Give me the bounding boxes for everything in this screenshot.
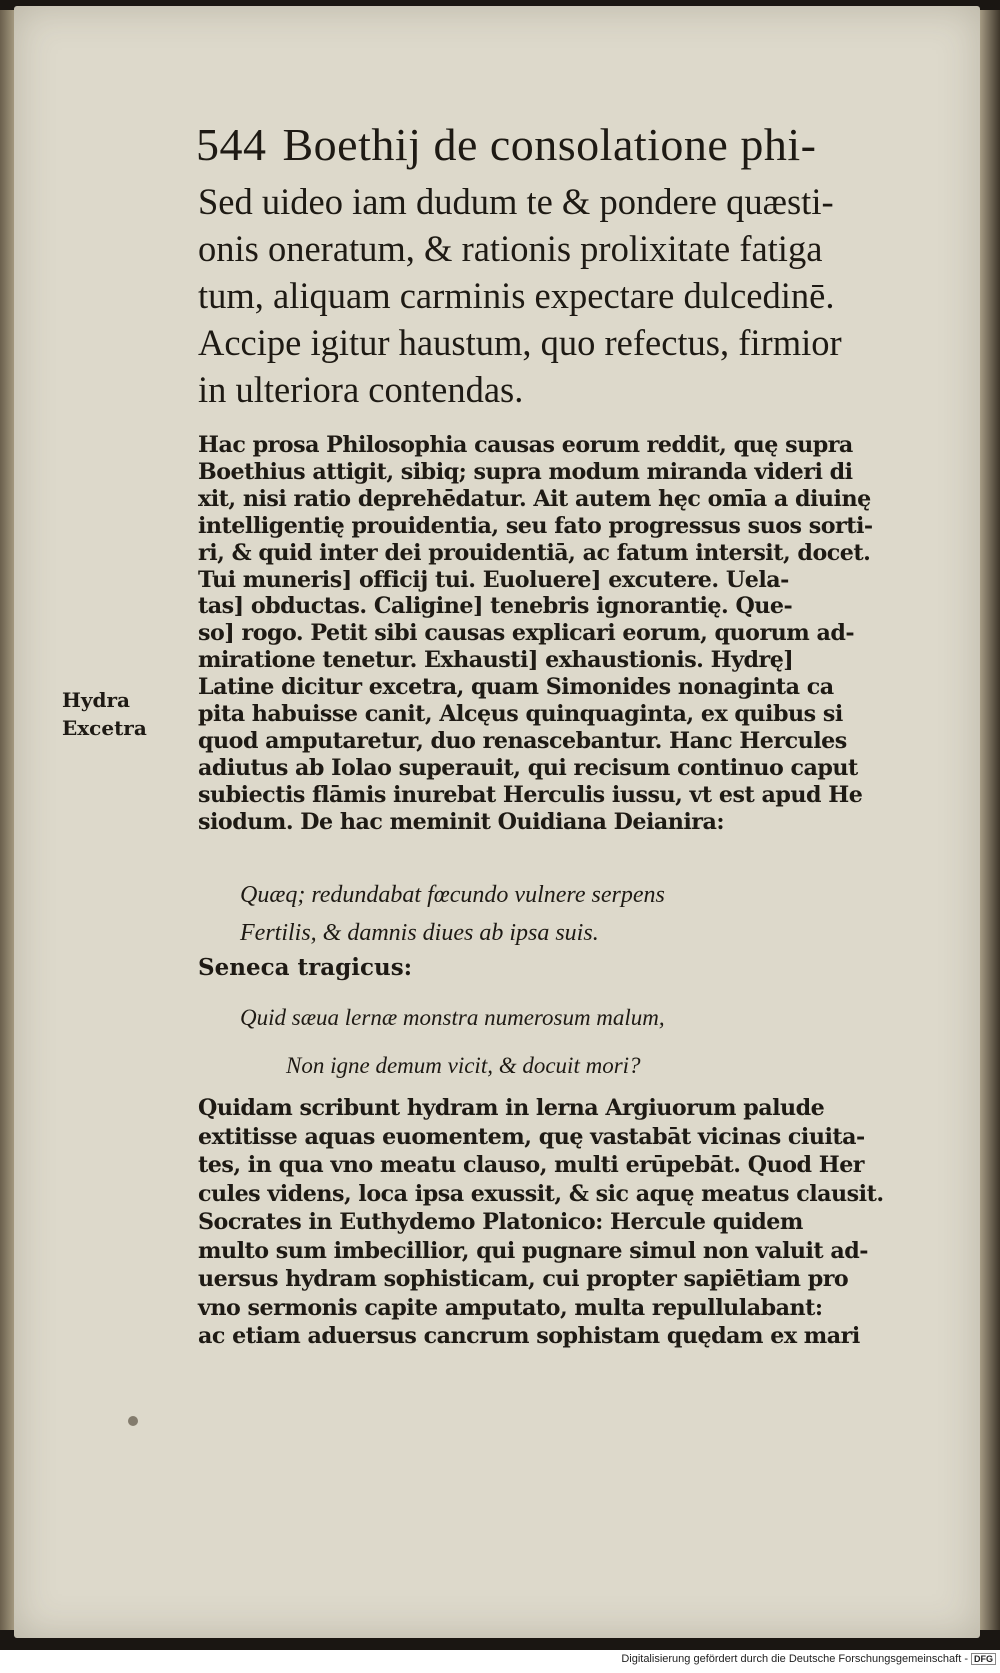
commentary-line: tas] obductas. Caligine] tenebris ignorantię. Que- — [198, 593, 793, 620]
commentary — [198, 432, 916, 836]
commentary-line: multo sum imbecillior, qui pugnare simul non valuit ad- — [198, 1237, 869, 1264]
commentary-line: intelligentię prouidentia, seu fato progressus suos sorti- — [198, 512, 873, 539]
commentary-line: so] rogo. Petit sibi causas explicari eorum, quorum ad- — [198, 620, 855, 647]
page-number: 544 — [196, 119, 267, 170]
commentary-line: Hac prosa Philosophia causas eorum reddit, quę supra — [198, 432, 853, 458]
commentary-line: Latine dicitur excetra, quam Simonides nonaginta ca — [198, 674, 834, 701]
running-head — [196, 118, 816, 171]
commentary-line: vno sermonis capite amputato, multa repullulabant: — [198, 1294, 823, 1321]
book-edge-right — [980, 10, 1000, 1630]
quote-line: Non igne demum vicit, & docuit mori? — [286, 1053, 641, 1078]
commentary-line: extitisse aquas euomentem, quę vastabāt vicinas ciuita- — [198, 1123, 865, 1150]
margin-note-line: Hydra — [62, 688, 130, 712]
footer-text: Digitalisierung gefördert durch die Deutsche Forschungsgemeinschaft - — [621, 1653, 968, 1665]
main-text-line: tum, aliquam carminis expectare dulcedinē. — [198, 275, 835, 316]
main-text-line: Sed uideo iam dudum te & pondere quæsti- — [198, 181, 834, 222]
ink-stain — [128, 1416, 138, 1426]
running-title: Boethij de consolatione phi- — [282, 119, 817, 170]
commentary-line: Quidam scribunt hydram in lerna Argiuorum palude — [198, 1095, 825, 1121]
margin-note-line: Excetra — [62, 716, 147, 740]
main-text-line: Accipe igitur haustum, quo refectus, firmior — [198, 322, 842, 363]
commentary-line: tes, in qua vno meatu clauso, multi erūpebāt. Quod Her — [198, 1152, 865, 1178]
commentary-line: Socrates in Euthydemo Platonico: Hercule quidem — [198, 1209, 803, 1235]
seneca-quote — [240, 994, 665, 1090]
commentary-line: Boethius attigit, sibiq; supra modum miranda videri di — [198, 458, 853, 485]
dfg-logo: DFG — [971, 1653, 996, 1665]
commentary-line: siodum. De hac meminit Ouidiana Deianira: — [198, 808, 725, 835]
commentary-line: miratione tenetur. Exhausti] exhaustionis. Hydrę] — [198, 647, 794, 674]
digitization-footer — [560, 1653, 996, 1665]
commentary-line: subiectis flāmis inurebat Herculis iussu, vt est apud He — [198, 781, 863, 808]
commentary-line: Tui muneris] officij tui. Euoluere] excutere. Uela- — [198, 566, 789, 593]
main-text-line: in ulteriora contendas. — [198, 369, 524, 410]
commentary-line: quod amputaretur, duo renascebantur. Hanc Hercules — [198, 727, 847, 754]
commentary-line: adiutus ab Iolao superauit, qui recisum continuo caput — [198, 754, 858, 781]
quote-line: Fertilis, & damnis diues ab ipsa suis. — [240, 920, 599, 946]
main-text-line: onis oneratum, & rationis prolixitate fatiga — [198, 228, 823, 269]
margin-note — [62, 686, 147, 742]
quote-line: Quæq; redundabat fœcundo vulnere serpens — [240, 882, 665, 908]
main-text — [198, 178, 918, 413]
ovid-quote — [240, 876, 665, 952]
commentary-line: pita habuisse canit, Alcęus quinquaginta, ex quibus si — [198, 701, 843, 728]
commentary-line: uersus hydram sophisticam, cui propter sapiētiam pro — [198, 1266, 849, 1292]
commentary-line: cules videns, loca ipsa exussit, & sic aquę meatus clausit. — [198, 1180, 884, 1207]
commentary-line: ri, & quid inter dei prouidentiā, ac fatum intersit, docet. — [198, 539, 871, 566]
quote-line: Quid sæua lernæ monstra numerosum malum, — [240, 1005, 665, 1030]
seneca-label: Seneca tragicus: — [198, 954, 413, 981]
commentary-continued — [198, 1094, 916, 1351]
commentary-line: xit, nisi ratio deprehēdatur. Ait autem hęc omīa a diuinę — [198, 485, 871, 512]
commentary-line: ac etiam aduersus cancrum sophistam quędam ex mari — [198, 1323, 860, 1349]
book-edge-left — [0, 10, 14, 1630]
